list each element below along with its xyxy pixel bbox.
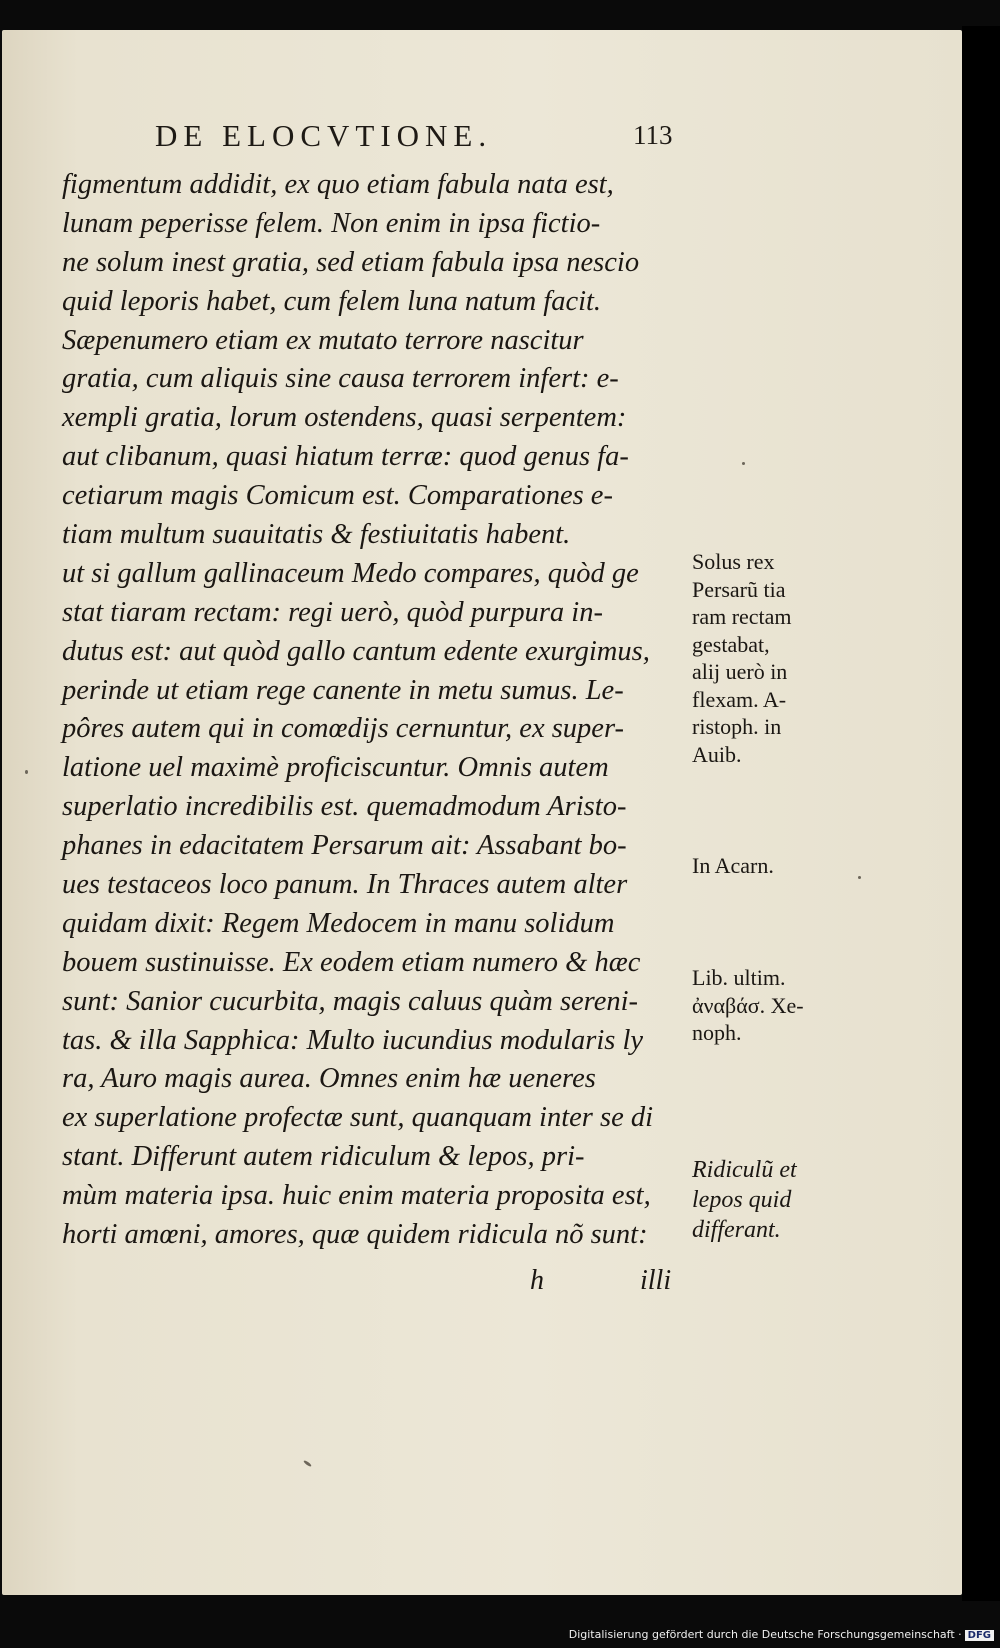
catchword: illi <box>640 1265 672 1296</box>
margin-note-line: flexam. A- <box>692 686 787 712</box>
margin-note-solus-rex <box>692 548 842 768</box>
text-line: ut si gallum gallinaceum Medo compares, quòd ge <box>62 557 639 589</box>
text-line: ne solum inest gratia, sed etiam fabula ipsa nescio <box>62 246 640 278</box>
text-line: gratia, cum aliquis sine causa terrorem infert: e- <box>62 363 619 395</box>
text-line: latione uel maximè proficiscuntur. Omnis autem <box>62 752 609 784</box>
paper-speck <box>25 770 28 774</box>
margin-note-line: lepos quid <box>692 1187 792 1213</box>
margin-note-line: Lib. ultim. <box>692 965 786 990</box>
signature-mark: h <box>530 1265 544 1296</box>
text-line: Sæpenumero etiam ex mutato terrore nascitur <box>62 324 584 356</box>
margin-note-line: ἀναβάσ. Xe- <box>692 992 804 1018</box>
margin-note-line: ristoph. in <box>692 714 782 739</box>
text-line: bouem sustinuisse. Ex eodem etiam numero & hæc <box>62 946 641 978</box>
margin-note-xenophon <box>692 964 842 1047</box>
text-line: stant. Differunt autem ridiculum & lepos, pri- <box>62 1141 585 1173</box>
text-line: ra, Auro magis aurea. Omnes enim hæ ueneres <box>62 1063 596 1095</box>
text-line: tiam multum suauitatis & festiuitatis habent. <box>62 519 571 551</box>
margin-note-line: alij uerò in <box>692 659 788 684</box>
paper-speck <box>858 876 861 879</box>
margin-note-line: Solus rex <box>692 549 775 574</box>
text-line: sunt: Sanior cucurbita, magis caluus quàm sereni- <box>62 985 639 1017</box>
margin-note-line: In Acarn. <box>692 853 774 878</box>
page-header <box>155 118 675 158</box>
text-line: figmentum addidit, ex quo etiam fabula nata est, <box>62 169 614 200</box>
margin-note-line: Ridiculũ et <box>692 1157 797 1183</box>
text-line: perinde ut etiam rege canente in metu sumus. Le- <box>62 674 624 706</box>
margin-note-ridiculum <box>692 1155 842 1245</box>
paper-speck <box>742 462 745 465</box>
scan-border <box>962 26 1000 1601</box>
margin-note-line: differant. <box>692 1217 781 1243</box>
text-line: ex superlatione profectæ sunt, quanquam inter se di <box>62 1102 654 1134</box>
margin-note-acarn <box>692 852 842 880</box>
text-line: dutus est: aut quòd gallo cantum edente exurgimus, <box>62 635 650 667</box>
text-line: lunam peperisse felem. Non enim in ipsa fictio- <box>62 207 601 239</box>
text-line: quid leporis habet, cum felem luna natum facit. <box>62 285 602 317</box>
text-line: superlatio incredibilis est. quemadmodum Aristo- <box>62 791 627 823</box>
main-text-block <box>62 166 682 1255</box>
running-title: DE ELOCVTIONE. <box>155 118 493 153</box>
text-line: aut clibanum, quasi hiatum terræ: quod genus fa- <box>62 441 629 473</box>
margin-note-line: noph. <box>692 1020 742 1045</box>
dfg-logo: DFG <box>965 1630 994 1641</box>
text-line: phanes in edacitatem Persarum ait: Assabant bo- <box>62 830 627 862</box>
text-line: stat tiaram rectam: regi uerò, quòd purpura in- <box>62 596 603 628</box>
credit-text: Digitalisierung gefördert durch die Deutsche Forschungsgemeinschaft · <box>568 1628 962 1641</box>
text-line: horti amœni, amores, quæ quidem ridicula nõ sunt: <box>62 1219 648 1251</box>
text-line: quidam dixit: Regem Medocem in manu solidum <box>62 907 615 939</box>
text-line: tas. & illa Sapphica: Multo iucundius modularis ly <box>62 1024 644 1056</box>
margin-note-line: ram rectam <box>692 604 792 629</box>
text-line: ues testaceos loco panum. In Thraces autem alter <box>62 869 628 901</box>
text-line: xempli gratia, lorum ostendens, quasi serpentem: <box>62 402 627 434</box>
margin-note-line: gestabat, <box>692 631 770 657</box>
margin-note-line: Persarũ tia <box>692 576 786 602</box>
margin-note-line: Auib. <box>692 741 742 767</box>
text-line: mùm materia ipsa. huic enim materia proposita est, <box>62 1180 651 1212</box>
text-line: pôres autem qui in comœdijs cernuntur, ex super- <box>62 713 624 745</box>
text-line: cetiarum magis Comicum est. Comparationes e- <box>62 480 613 512</box>
digitization-credit <box>569 1628 994 1641</box>
page-number: 113 <box>633 120 673 150</box>
